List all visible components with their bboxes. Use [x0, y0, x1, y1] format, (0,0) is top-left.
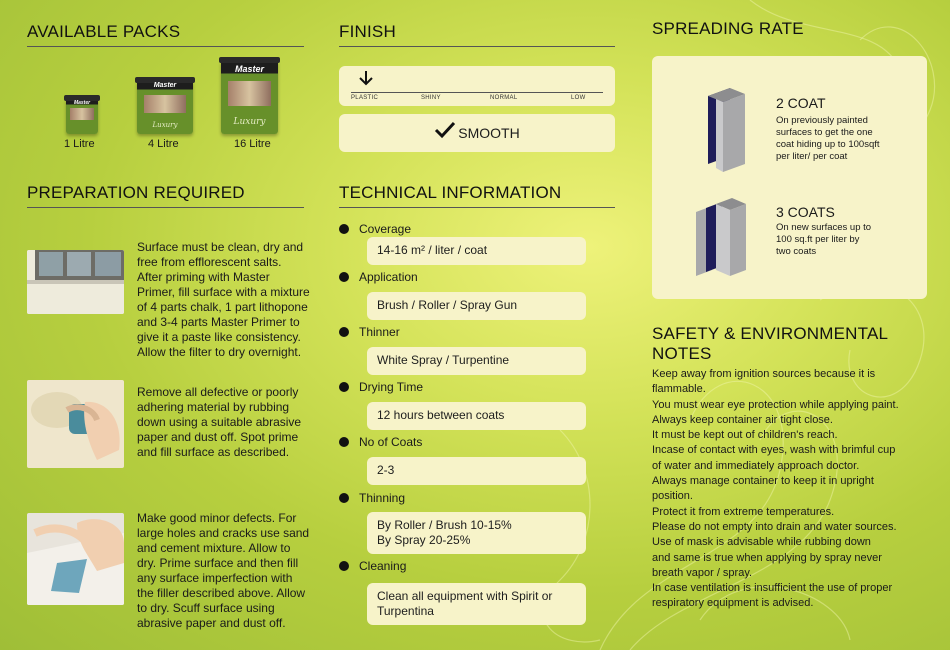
- pack-brand: Master: [73, 100, 91, 106]
- coat-title-2: 2 COAT: [776, 95, 826, 111]
- tech-value-application: Brush / Roller / Spray Gun: [367, 292, 586, 320]
- preparation-title: PREPARATION REQUIRED: [27, 183, 304, 208]
- coat-desc-3: On new surfaces up to 100 sq.ft per liter by two coats: [776, 222, 872, 257]
- tech-value-cleaning: Clean all equipment with Spirit or Turpentina: [367, 583, 586, 625]
- tech-label-cleaning: Cleaning: [359, 559, 407, 573]
- pack-1-litre-can: [66, 98, 98, 134]
- spreading-rate-panel: [652, 56, 927, 299]
- window-wall-image: [27, 250, 124, 314]
- bullet-icon: [339, 437, 349, 447]
- tech-label-coverage: Coverage: [359, 222, 412, 236]
- bullet-icon: [339, 327, 349, 337]
- pack-label-16-litre: 16 Litre: [234, 138, 271, 150]
- bullet-icon: [339, 561, 349, 571]
- tech-label-application: Application: [359, 270, 418, 284]
- finish-value-panel: [339, 114, 615, 152]
- finish-title: FINISH: [339, 22, 615, 47]
- pack-script: Luxury: [152, 120, 178, 129]
- tech-value-coverage: 14-16 m² / liter / coat: [367, 237, 586, 265]
- tech-label-drying-time: Drying Time: [359, 380, 424, 394]
- sanding-image: [27, 380, 124, 468]
- preparation-step-3: Make good minor defects. For large holes and cracks use sand and cement mixture. Allow to dry. Prime surface and then fill any surface imperfection with the filler described above. Allow to dry. Scuff surface using abrasive paper and dust off.: [137, 511, 310, 630]
- finish-value: SMOOTH: [458, 125, 520, 141]
- filling-image: [27, 513, 124, 605]
- packs-title: AVAILABLE PACKS: [27, 22, 304, 47]
- checkmark-icon: [434, 121, 456, 145]
- finish-scale-low: LOW: [571, 95, 586, 101]
- pack-brand: Master: [234, 64, 264, 74]
- bullet-icon: [339, 382, 349, 392]
- preparation-step-1: Surface must be clean, dry and free from efflorescent salts. After priming with Master Primer, fill surface with a mixture of 4 parts chalk, 1 part lithopone and 3-4 parts Master Primer to give it a paste like consistency. Allow the filter to dry overnight.: [137, 240, 310, 359]
- finish-scale-panel: [339, 66, 615, 106]
- tech-value-thinner: White Spray / Turpentine: [367, 347, 586, 375]
- pack-brand: Master: [153, 82, 177, 89]
- finish-scale-plastic: PLASTIC: [351, 95, 379, 101]
- spreading-title: SPREADING RATE: [652, 19, 804, 38]
- pack-4-litre-can: [137, 80, 193, 134]
- coat-title-3: 3 COATS: [776, 204, 835, 220]
- bullet-icon: [339, 272, 349, 282]
- finish-scale-normal: NORMAL: [490, 95, 518, 101]
- coat-desc-2: On previously painted surfaces to get the one coat hiding up to 100sqft per liter/ per coat: [776, 115, 880, 162]
- three-coat-layers-icon: [692, 194, 762, 284]
- technical-title: TECHNICAL INFORMATION: [339, 183, 615, 208]
- tech-label-thinning: Thinning: [359, 491, 406, 505]
- two-coat-layers-icon: [700, 86, 760, 176]
- arrow-down-icon: [359, 70, 373, 90]
- bullet-icon: [339, 493, 349, 503]
- pack-16-litre-can: [221, 60, 278, 134]
- tech-value-drying-time: 12 hours between coats: [367, 402, 586, 430]
- finish-scale-shiny: SHINY: [421, 95, 441, 101]
- bullet-icon: [339, 224, 349, 234]
- tech-value-no-of-coats: 2-3: [367, 457, 586, 485]
- safety-title: SAFETY & ENVIRONMENTAL NOTES: [652, 324, 888, 363]
- tech-label-no-of-coats: No of Coats: [359, 435, 423, 449]
- safety-notes: Keep away from ignition sources because it is flammable. You must wear eye protection while applying paint. Always keep container air tight close. It must be kept out of children's reach. Incase of contact with eyes, wash with brimful cup of water and immediately approach doctor. Always manage container to keep it in upright position. Protect it from extreme temperatures. Please do not empty into drain and water sources. Use of mask is advisable while rubbing down and same is true when applying by spray never breath vapor / spray. In case ventilation is insufficient the use of proper respiratory equipment is advised.: [652, 368, 899, 610]
- pack-script: Luxury: [233, 116, 266, 127]
- pack-label-1-litre: 1 Litre: [64, 138, 95, 150]
- tech-value-thinning: By Roller / Brush 10-15% By Spray 20-25%: [367, 512, 586, 554]
- tech-label-thinner: Thinner: [359, 325, 400, 339]
- finish-scale-line: [351, 92, 603, 93]
- preparation-step-2: Remove all defective or poorly adhering material by rubbing down using a suitable abrasive paper and dust off. Spot prime and fill surface as described.: [137, 385, 302, 459]
- pack-label-4-litre: 4 Litre: [148, 138, 179, 150]
